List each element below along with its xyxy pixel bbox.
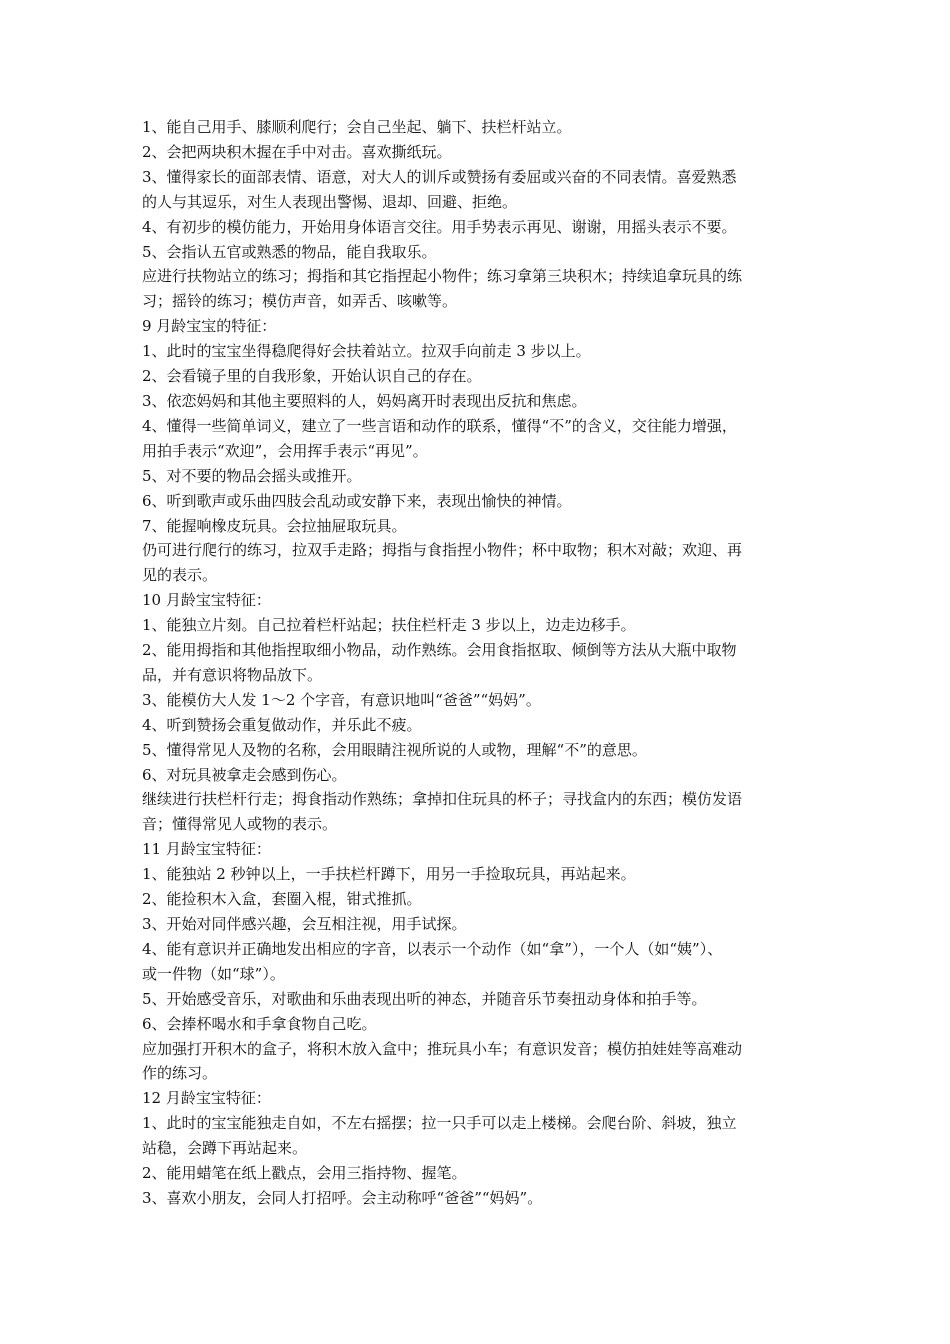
text-line: 2、能用蜡笔在纸上戳点，会用三指持物、握笔。: [142, 1164, 467, 1183]
text-line: 5、懂得常见人及物的名称，会用眼睛注视所说的人或物，理解“不”的意思。: [142, 740, 647, 759]
text-line: 继续进行扶栏杆行走；拇食指动作熟练；拿掉扣住玩具的杯子；寻找盒内的东西；模仿发语: [142, 790, 743, 809]
text-line: 3、能模仿大人发 1～2 个字音，有意识地叫“爸爸”“妈妈”。: [142, 690, 541, 709]
text-line: 4、懂得一些简单词义，建立了一些言语和动作的联系，懂得“不”的含义，交往能力增强，: [142, 416, 737, 435]
text-line: 站稳，会蹲下再站起来。: [142, 1139, 308, 1158]
text-line: 音；懂得常见人或物的表示。: [142, 815, 338, 834]
text-line: 4、能有意识并正确地发出相应的字音，以表示一个动作（如“拿”），一个人（如“姨”）、: [142, 939, 723, 958]
text-line: 7、能握响橡皮玩具。会拉抽屉取玩具。: [142, 516, 407, 535]
text-line: 5、开始感受音乐，对歌曲和乐曲表现出听的神态，并随音乐节奏扭动身体和拍手等。: [142, 989, 707, 1008]
text-line: 1、能自己用手、膝顺利爬行；会自己坐起、躺下、扶栏杆站立。: [142, 118, 572, 136]
section-heading-10-months: 10 月龄宝宝特征：: [142, 591, 271, 610]
text-line: 4、有初步的模仿能力，开始用身体语言交往。用手势表示再见、谢谢，用摇头表示不要。: [142, 217, 737, 236]
text-line: 习；摇铃的练习；模仿声音，如弄舌、咳嗽等。: [142, 292, 458, 311]
text-line: 或一件物（如“球”）。: [142, 964, 285, 983]
text-line: 5、对不要的物品会摇头或推开。: [142, 466, 362, 485]
section-heading-11-months: 11 月龄宝宝特征：: [142, 840, 271, 859]
text-line: 1、能独站 2 秒钟以上，一手扶栏杆蹲下，用另一手捡取玩具，再站起来。: [142, 865, 636, 884]
section-heading-12-months: 12 月龄宝宝特征：: [142, 1089, 271, 1108]
text-line: 6、听到歌声或乐曲四肢会乱动或安静下来，表现出愉快的神情。: [142, 491, 572, 510]
text-line: 6、会捧杯喝水和手拿食物自己吃。: [142, 1014, 377, 1033]
text-line: 的人与其逗乐，对生人表现出警惕、退却、回避、拒绝。: [142, 192, 518, 211]
text-line: 2、会把两块积木握在手中对击。喜欢撕纸玩。: [142, 142, 452, 161]
text-line: 3、懂得家长的面部表情、语意，对大人的训斥或赞扬有委屈或兴奋的不同表情。喜爱熟悉: [142, 167, 737, 186]
text-line: 3、喜欢小朋友，会同人打招呼。会主动称呼“爸爸”“妈妈”。: [142, 1188, 543, 1207]
text-line: 作的练习。: [142, 1064, 218, 1083]
text-line: 2、能用拇指和其他指捏取细小物品，动作熟练。会用食指抠取、倾倒等方法从大瓶中取物: [142, 641, 737, 660]
text-line: 1、能独立片刻。自己拉着栏杆站起；扶住栏杆走 3 步以上，边走边移手。: [142, 616, 636, 635]
text-line: 3、依恋妈妈和其他主要照料的人，妈妈离开时表现出反抗和焦虑。: [142, 391, 587, 410]
text-line: 仍可进行爬行的练习，拉双手走路；拇指与食指捏小物件；杯中取物；积木对敲；欢迎、再: [142, 541, 743, 560]
section-heading-9-months: 9 月龄宝宝的特征：: [142, 317, 277, 336]
text-line: 用拍手表示“欢迎”，会用挥手表示“再见”。: [142, 441, 428, 460]
text-line: 4、听到赞扬会重复做动作，并乐此不疲。: [142, 715, 422, 734]
text-line: 1、此时的宝宝能独走自如，不左右摇摆；拉一只手可以走上楼梯。会爬台阶、斜坡，独立: [142, 1114, 737, 1133]
text-line: 5、会指认五官或熟悉的物品，能自我取乐。: [142, 242, 437, 261]
text-line: 应加强打开积木的盒子，将积木放入盒中；推玩具小车；有意识发音；模仿拍娃娃等高难动: [142, 1039, 743, 1058]
text-line: 1、此时的宝宝坐得稳爬得好会扶着站立。拉双手向前走 3 步以上。: [142, 342, 591, 361]
text-line: 2、能捡积木入盒，套圈入棍，钳式推抓。: [142, 890, 422, 909]
text-line: 2、会看镜子里的自我形象，开始认识自己的存在。: [142, 367, 482, 386]
text-line: 见的表示。: [142, 566, 218, 585]
text-line: 3、开始对同伴感兴趣，会互相注视，用手试探。: [142, 915, 467, 933]
text-line: 应进行扶物站立的练习；拇指和其它指捏起小物件；练习拿第三块积木；持续追拿玩具的练: [142, 267, 743, 286]
text-line: 品，并有意识将物品放下。: [142, 665, 323, 684]
document-body: [142, 115, 810, 1211]
text-line: 6、对玩具被拿走会感到伤心。: [142, 765, 347, 784]
